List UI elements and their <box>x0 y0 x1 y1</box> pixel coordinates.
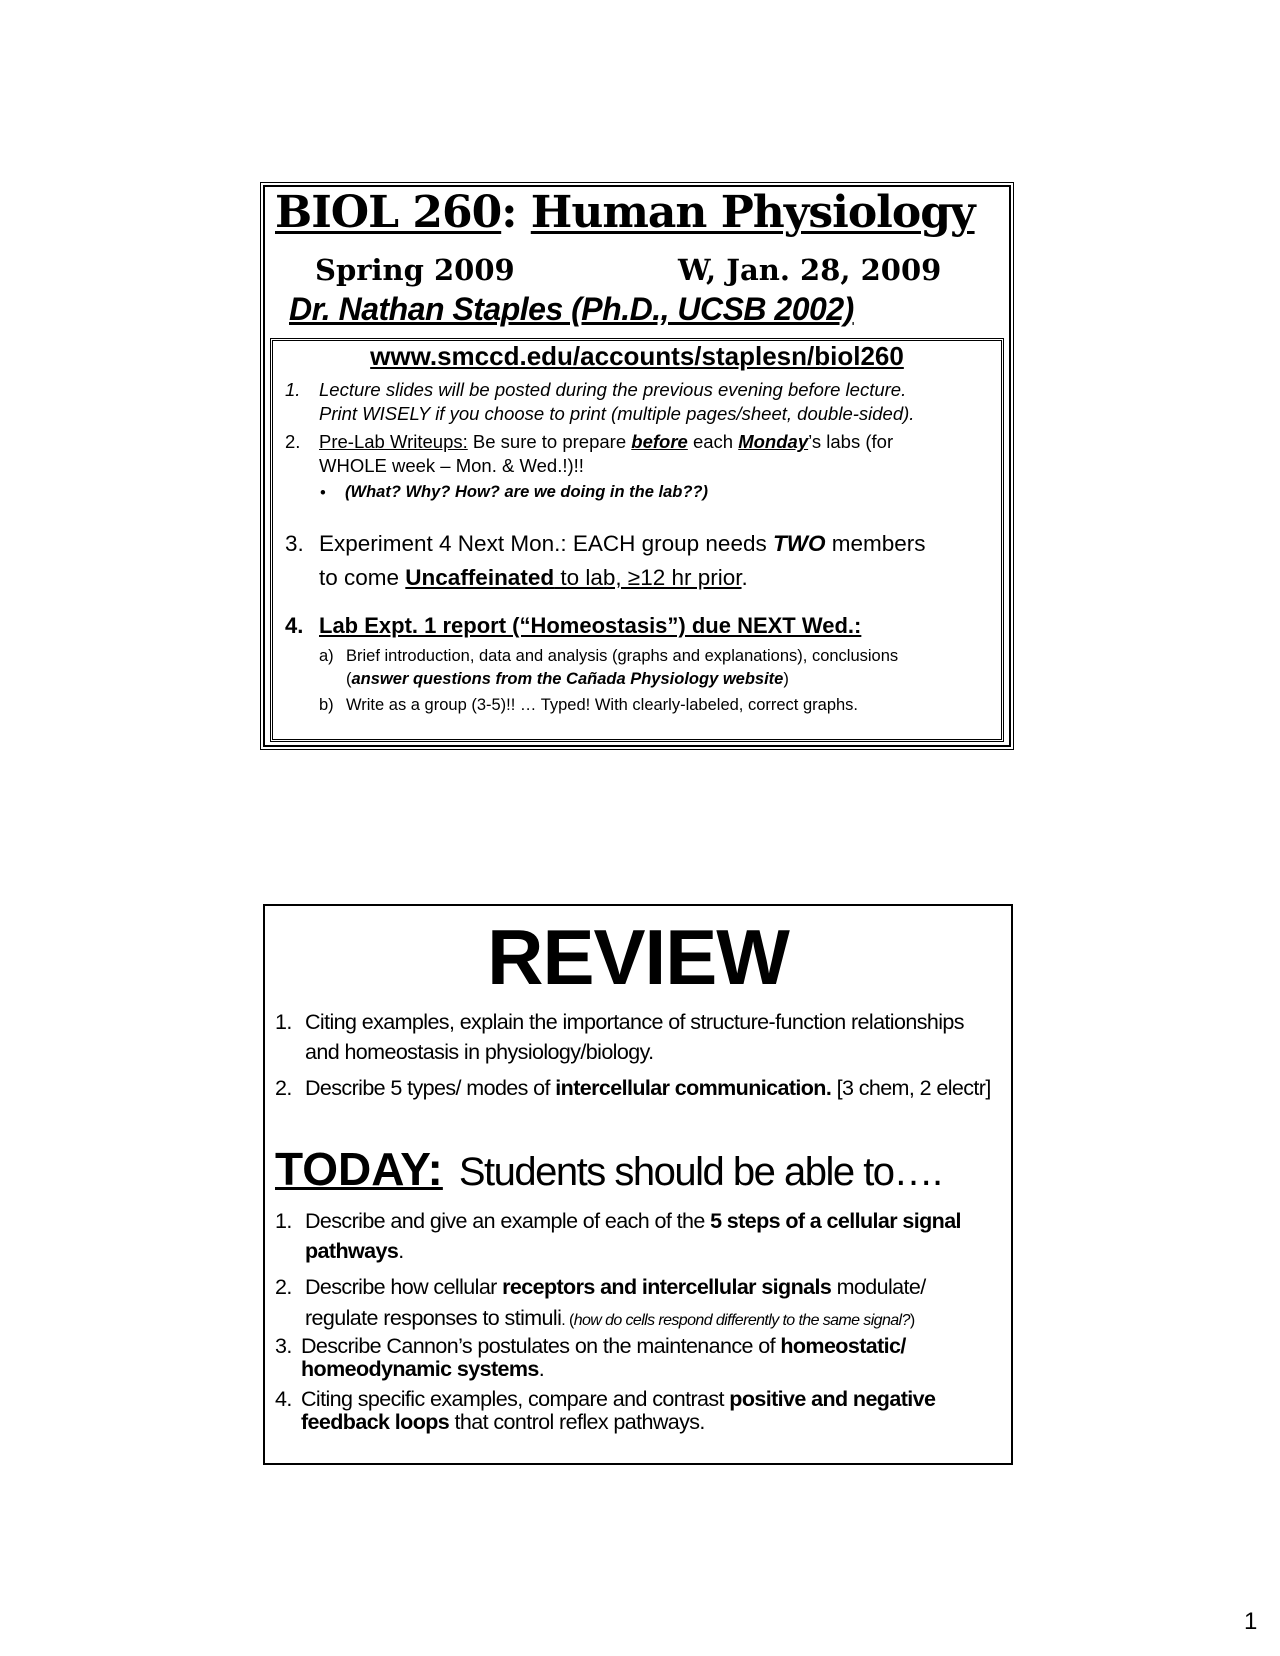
objective-2-line-1: Describe how cellular receptors and intercellular signals modulate/ <box>305 1275 926 1299</box>
slide-2 <box>263 904 1013 1465</box>
announcement-4a-label: a) <box>319 647 334 665</box>
objective-1-line-2: pathways. <box>305 1239 404 1263</box>
announcements-box <box>270 338 1004 742</box>
announcement-4b-label: b) <box>319 696 334 714</box>
same-signal-question: how do cells respond differently to the same signal? <box>573 1312 910 1329</box>
objective-4-line-1: Citing specific examples, compare and contrast positive and negative <box>301 1387 936 1411</box>
objective-1-number: 1. <box>275 1209 292 1233</box>
announcement-4-number: 4. <box>285 613 304 638</box>
review-title: REVIEW <box>487 913 789 1001</box>
lecture-date: W, Jan. 28, 2009 <box>678 253 942 287</box>
announcement-2-line-1: Pre-Lab Writeups: Be sure to prepare before each Monday’s labs (for <box>319 431 894 452</box>
signal-steps-emphasis: 5 steps of a cellular signal <box>710 1209 961 1233</box>
course-code: BIOL 260 <box>275 187 502 238</box>
announcement-1-line-2: Print WISELY if you choose to print (multiple pages/sheet, double-sided). <box>319 403 915 424</box>
review-2-line: Describe 5 types/ modes of intercellular communication. [3 chem, 2 electr] <box>305 1076 991 1100</box>
announcement-2-number: 2. <box>285 431 301 452</box>
announcement-1-line-1: Lecture slides will be posted during the previous evening before lecture. <box>319 379 907 400</box>
objective-3-number: 3. <box>275 1334 292 1358</box>
objective-4-number: 4. <box>275 1387 292 1411</box>
announcement-3-line-1: Experiment 4 Next Mon.: EACH group needs TWO members <box>319 531 926 556</box>
monday-emphasis: Monday <box>738 431 809 452</box>
announcement-4b-line: Write as a group (3-5)!! … Typed! With clearly-labeled, correct graphs. <box>346 696 859 714</box>
announcement-2-subpoint: (What? Why? How? are we doing in the lab??) <box>345 483 708 501</box>
objective-2-number: 2. <box>275 1275 292 1299</box>
feedback-emphasis: positive and negative <box>729 1387 936 1411</box>
canada-website-emphasis: answer questions from the Cañada Physiology website <box>351 670 784 688</box>
term-label: Spring 2009 <box>315 253 515 287</box>
announcement-4a-line-2: (answer questions from the Cañada Physiology website) <box>346 670 789 688</box>
prelab-label: Pre-Lab Writeups: <box>319 431 468 452</box>
objective-1-line-1: Describe and give an example of each of the 5 steps of a cellular signal <box>305 1209 961 1233</box>
objective-3-line-2: homeodynamic systems. <box>301 1357 545 1381</box>
receptors-signals-emphasis: receptors and intercellular signals <box>502 1275 832 1299</box>
objective-3-line-1: Describe Cannon’s postulates on the maintenance of homeostatic/ <box>301 1334 906 1358</box>
course-subject: Human Physiology <box>530 187 975 238</box>
review-1-line-2: and homeostasis in physiology/biology. <box>305 1040 654 1064</box>
intercellular-communication-emphasis: intercellular communication. <box>555 1076 832 1100</box>
announcement-4a-line-1: Brief introduction, data and analysis (graphs and explanations), conclusions <box>346 647 899 665</box>
announcement-4-heading: Lab Expt. 1 report (“Homeostasis”) due NEXT Wed.: <box>319 613 862 638</box>
instructor-name: Dr. Nathan Staples (Ph.D., UCSB 2002) <box>289 291 854 327</box>
page-number: 1 <box>1244 1608 1258 1635</box>
two-emphasis: TWO <box>772 531 826 556</box>
announcement-1 <box>285 379 300 401</box>
slide-1 <box>263 185 1011 747</box>
today-subtitle: Students should be able to…. <box>458 1150 942 1194</box>
review-1-line-1: Citing examples, explain the importance of structure-function relationships <box>305 1010 964 1034</box>
objective-2-line-2: regulate responses to stimuli. (how do cells respond differently to the same signal?) <box>305 1306 915 1330</box>
uncaffeinated-emphasis: Uncaffeinated <box>405 565 555 590</box>
today-heading <box>275 1142 942 1196</box>
course-title: BIOL 260: Human Physiology <box>275 187 975 238</box>
course-url[interactable]: www.smccd.edu/accounts/staplesn/biol260 <box>370 341 904 371</box>
announcement-3-line-2: to come Uncaffeinated to lab, ≥12 hr prior. <box>319 565 748 590</box>
review-1-number: 1. <box>275 1010 292 1034</box>
homeostatic-emphasis: homeostatic/ <box>780 1334 906 1358</box>
before-emphasis: before <box>631 431 688 452</box>
review-2-number: 2. <box>275 1076 292 1100</box>
today-label: TODAY: <box>275 1143 443 1195</box>
bullet-icon: • <box>320 484 326 502</box>
announcement-1-number: 1. <box>285 379 301 400</box>
announcement-3-number: 3. <box>285 531 304 556</box>
objective-4-line-2: feedback loops that control reflex pathways. <box>301 1410 705 1434</box>
announcement-2-line-2: WHOLE week – Mon. & Wed.!)!! <box>319 455 584 476</box>
